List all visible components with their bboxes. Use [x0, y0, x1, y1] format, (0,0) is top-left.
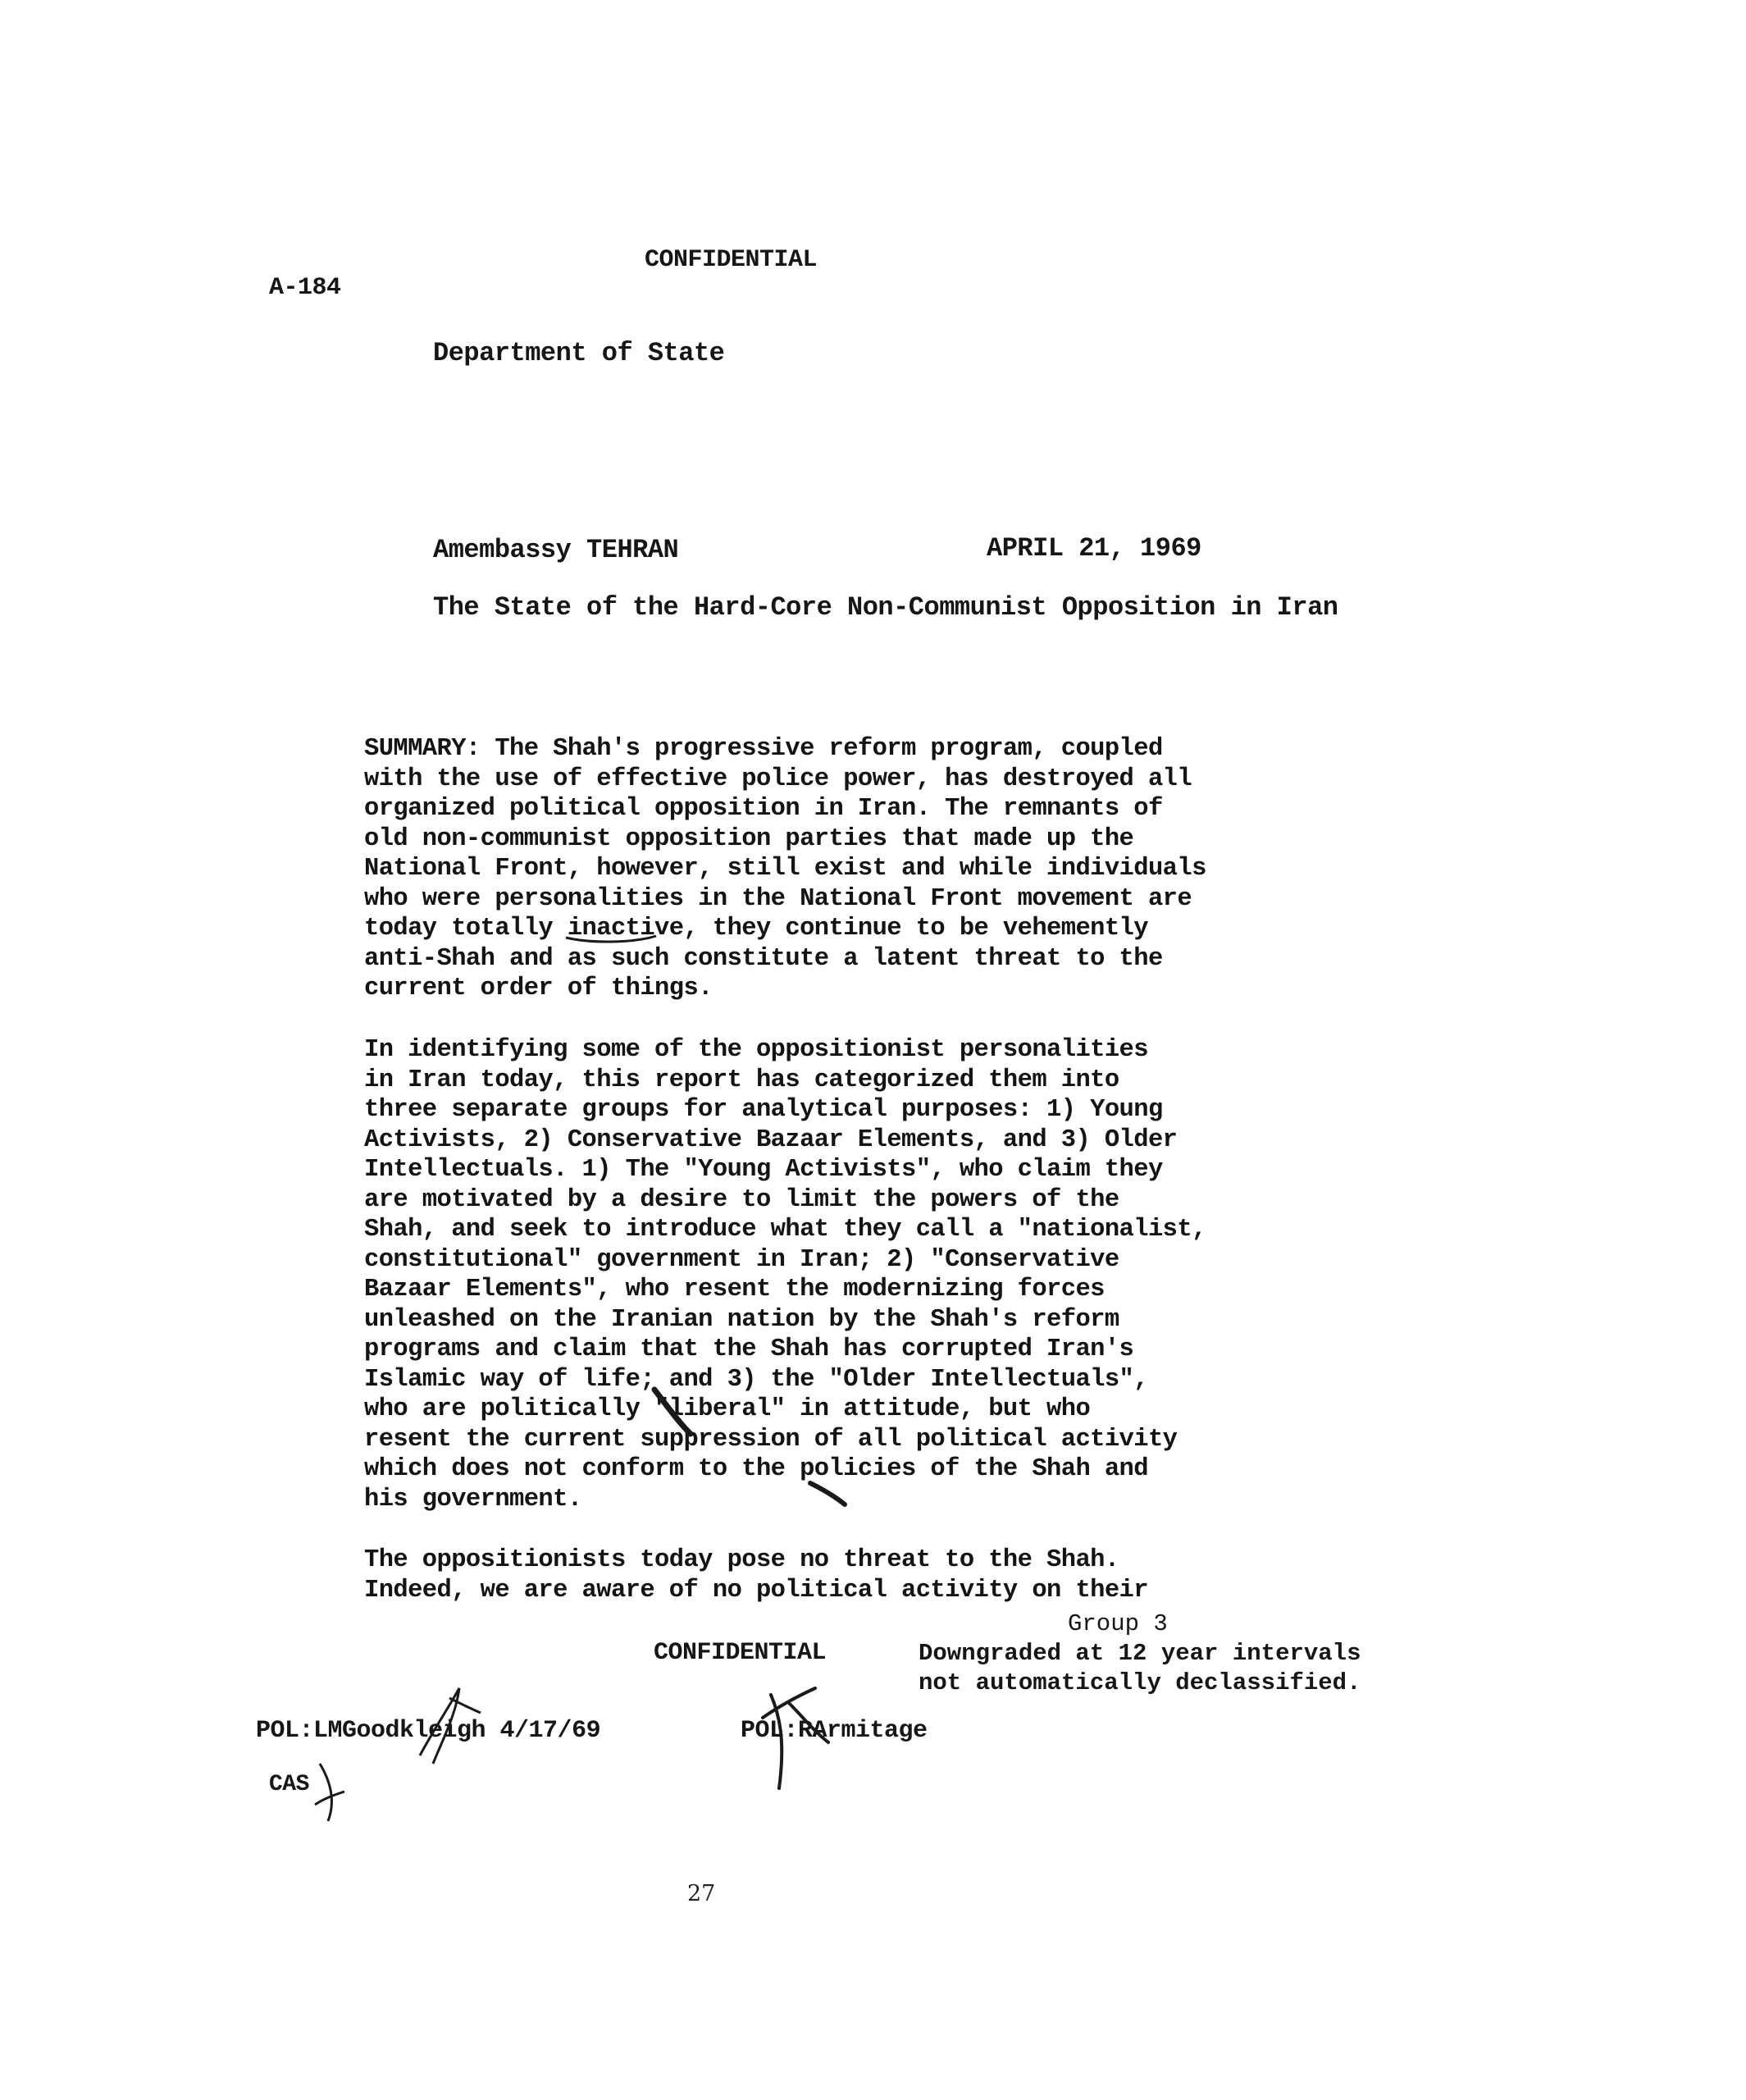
groups-line: programs and claim that the Shah has corrupted Iran's [364, 1335, 1134, 1363]
group-label: Group 3 [1068, 1610, 1168, 1637]
summary-line: with the use of effective police power, has destroyed all [364, 765, 1192, 793]
groups-line: are motivated by a desire to limit the powers of the [364, 1185, 1119, 1214]
downgrade-notice [919, 1609, 1361, 1698]
downgrade-line: not automatically declassified. [919, 1669, 1361, 1696]
groups-line: Shah, and seek to introduce what they call a "nationalist, [364, 1216, 1206, 1244]
clearance-line: POL:RArmitage [741, 1717, 928, 1745]
subject-line: The State of the Hard-Core Non-Communist Opposition in Iran [433, 592, 1338, 623]
summary-line: SUMMARY: The Shah's progressive reform program, coupled [364, 735, 1163, 763]
summary-line: current order of things. [364, 975, 713, 1002]
threat-line: Indeed, we are aware of no political activity on their [364, 1576, 1148, 1605]
groups-line: his government. [364, 1485, 582, 1513]
groups-line: which does not conform to the policies of the Shah and [364, 1455, 1148, 1483]
groups-line: constitutional" government in Iran; 2) "Conservative [364, 1245, 1119, 1274]
initials-scribble [315, 1764, 344, 1821]
summary-line: who were personalities in the National Front movement are [364, 884, 1192, 913]
groups-line: resent the current suppression of all political activity [364, 1425, 1178, 1454]
groups-paragraph [364, 1035, 1258, 1514]
groups-line: in Iran today, this report has categorized them into [364, 1066, 1119, 1094]
groups-line: In identifying some of the oppositionist personalities [364, 1036, 1148, 1064]
drafting-line: POL:LMGoodkleigh 4/17/69 [256, 1717, 601, 1745]
summary-line: organized political opposition in Iran. The remnants of [364, 795, 1163, 823]
downgrade-line: Downgraded at 12 year intervals [919, 1640, 1361, 1667]
page-number: 27 [687, 1881, 716, 1906]
airgram-number: A-184 [269, 274, 341, 302]
date-line: APRIL 21, 1969 [987, 533, 1201, 564]
header-classification: CONFIDENTIAL [645, 246, 818, 274]
groups-line: three separate groups for analytical purposes: 1) Young [364, 1096, 1163, 1124]
groups-line: Intellectuals. 1) The "Young Activists", who claim they [364, 1156, 1163, 1184]
to-line: Amembassy TEHRAN [433, 535, 679, 565]
threat-line: The oppositionists today pose no threat to the Shah. [364, 1546, 1119, 1574]
groups-line: unleashed on the Iranian nation by the Shah's reform [364, 1305, 1119, 1334]
summary-paragraph [364, 734, 1258, 1004]
footer-classification: CONFIDENTIAL [654, 1639, 827, 1667]
handwritten-initials: CAS [269, 1772, 309, 1797]
summary-line: old non-communist opposition parties that made up the [364, 824, 1134, 853]
summary-line: anti-Shah and as such constitute a latent threat to the [364, 944, 1163, 973]
groups-line: Bazaar Elements", who resent the modernizing forces [364, 1276, 1105, 1303]
summary-line: National Front, however, still exist and while individuals [364, 855, 1206, 883]
summary-line: today totally inactive, they continue to be vehemently [364, 915, 1148, 943]
groups-line: Islamic way of life; and 3) the "Older Intellectuals", [364, 1365, 1148, 1394]
from-line: Department of State [433, 338, 725, 368]
groups-line: Activists, 2) Conservative Bazaar Elements, and 3) Older [364, 1125, 1178, 1154]
threat-paragraph [364, 1545, 1258, 1605]
groups-line: who are politically "liberal" in attitude, but who [364, 1395, 1091, 1423]
